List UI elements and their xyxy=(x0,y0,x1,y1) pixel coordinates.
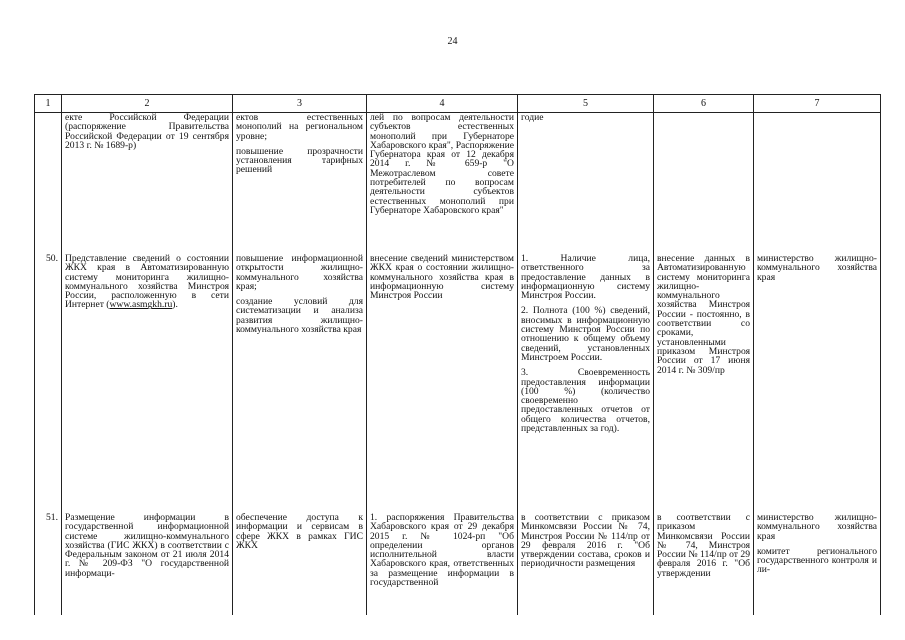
cell-measure xyxy=(62,253,233,512)
cell-indicator: годие xyxy=(518,113,654,254)
responsible-1: министерство жилищно-коммунального хозяйства края xyxy=(757,512,877,542)
cell-indicator: в соответствии с приказом Минкомсвязи России № 74, Минстроя России № 114/пр от 29 февраля 2016 г. "Об утверждении состава, сроков и периодичности размещения xyxy=(518,512,654,615)
column-header-5: 5 xyxy=(518,95,654,113)
cell-indicator xyxy=(518,253,654,512)
responsible-2: комитет регионального государственного контроля и ли- xyxy=(757,545,877,576)
cell-goal: обеспечение доступа к информации и сервисам в сфере ЖКХ в рамках ГИС ЖКХ xyxy=(233,512,367,615)
cell-responsible xyxy=(754,113,881,254)
cell-basis: лей по вопросам деятельности субъектов естественных монополий при Губернаторе Хабаровского края", Распоряжение Губернатора края от 12 декабря 2014 г. № 659-р "О Межотраслевом совете потребителей по вопросам деятельности субъектов естественных монополий при Губернаторе Хабаровского края" xyxy=(367,113,518,254)
measure-text-end: ). xyxy=(172,299,178,311)
measures-table xyxy=(34,94,881,615)
asmgkh-link[interactable]: www.asmgkh.ru xyxy=(109,299,173,311)
goal-text-2: повышение прозрачности установления тарифных решений xyxy=(236,145,363,176)
column-header-3: 3 xyxy=(233,95,367,113)
column-header-7: 7 xyxy=(754,95,881,113)
table-row-continuation xyxy=(35,113,881,254)
column-header-4: 4 xyxy=(367,95,518,113)
cell-basis: 1. распоряжения Правительства Хабаровского края от 29 декабря 2015 г. № 1024-рп "Об определении органов исполнительной власти Хабаровского края, ответственных за размещение информации в государственной xyxy=(367,512,518,615)
goal-text-1: повышение информационной открытости жилищно-коммунального хозяйства края; xyxy=(236,253,363,292)
cell-responsible xyxy=(754,512,881,615)
cell-responsible: министерство жилищно-коммунального хозяйства края xyxy=(754,253,881,512)
page-number: 24 xyxy=(447,36,458,47)
indicator-1: 1. Наличие лица, ответственного за предоставление данных в информационную систему Минстроя России. xyxy=(521,253,650,302)
cell-measure: Размещение информации в государственной информационной системе жилищно-коммунального хозяйства (ГИС ЖКХ) в соответствии с Федеральным законом от 21 июля 2014 г. № 209-ФЗ "О государственной информаци- xyxy=(62,512,233,615)
column-header-1: 1 xyxy=(35,95,62,113)
indicator-3: 3. Своевременность предоставления информации (100 %) (количество своевременно предоставленных отчетов от общего количества отчетов, представленных за год). xyxy=(521,367,650,435)
column-header-6: 6 xyxy=(654,95,754,113)
cell-goal xyxy=(233,253,367,512)
header-row xyxy=(35,95,881,113)
cell-number: 51. xyxy=(35,512,62,615)
indicator-2: 2. Полнота (100 %) сведений, вносимых в информационную систему Минстроя России по отношению к общему объему сведений, установленных Минстроем России. xyxy=(521,305,650,363)
cell-deadline xyxy=(654,113,754,254)
cell-basis: внесение сведений министерством ЖКХ края о состоянии жилищно-коммунального хозяйства края в информационную систему Минстроя России xyxy=(367,253,518,512)
cell-deadline: в соответствии с приказом Минкомсвязи России № 74, Минстроя России № 114/пр от 29 февраля 2016 г. "Об утверждении xyxy=(654,512,754,615)
cell-number: 50. xyxy=(35,253,62,512)
goal-text-2: создание условий для систематизации и анализа развития жилищно-коммунального хозяйства края xyxy=(236,296,363,336)
table-row-50 xyxy=(35,253,881,512)
column-header-2: 2 xyxy=(62,95,233,113)
measure-text: Представление сведений о состоянии ЖКХ края в Автоматизированную систему мониторинга жилищно-коммунального хозяйства Минстроя России, расположенную в сети Интернет ( xyxy=(65,253,229,311)
goal-text-1: ектов естественных монополий на региональном уровне; xyxy=(236,112,363,142)
cell-measure: екте Российской Федерации (распоряжение Правительства Российской Федерации от 19 сентября 2013 г. № 1689-р) xyxy=(62,113,233,254)
cell-deadline: внесение данных в Автоматизированную систему мониторинга жилищно-коммунального хозяйства Минстроя России - постоянно, в соответствии со сроками, установленными приказом Минстроя России от 17 июня 2014 г. № 309/пр xyxy=(654,253,754,512)
table-row-51 xyxy=(35,512,881,615)
cell-goal xyxy=(233,113,367,254)
cell-number xyxy=(35,113,62,254)
